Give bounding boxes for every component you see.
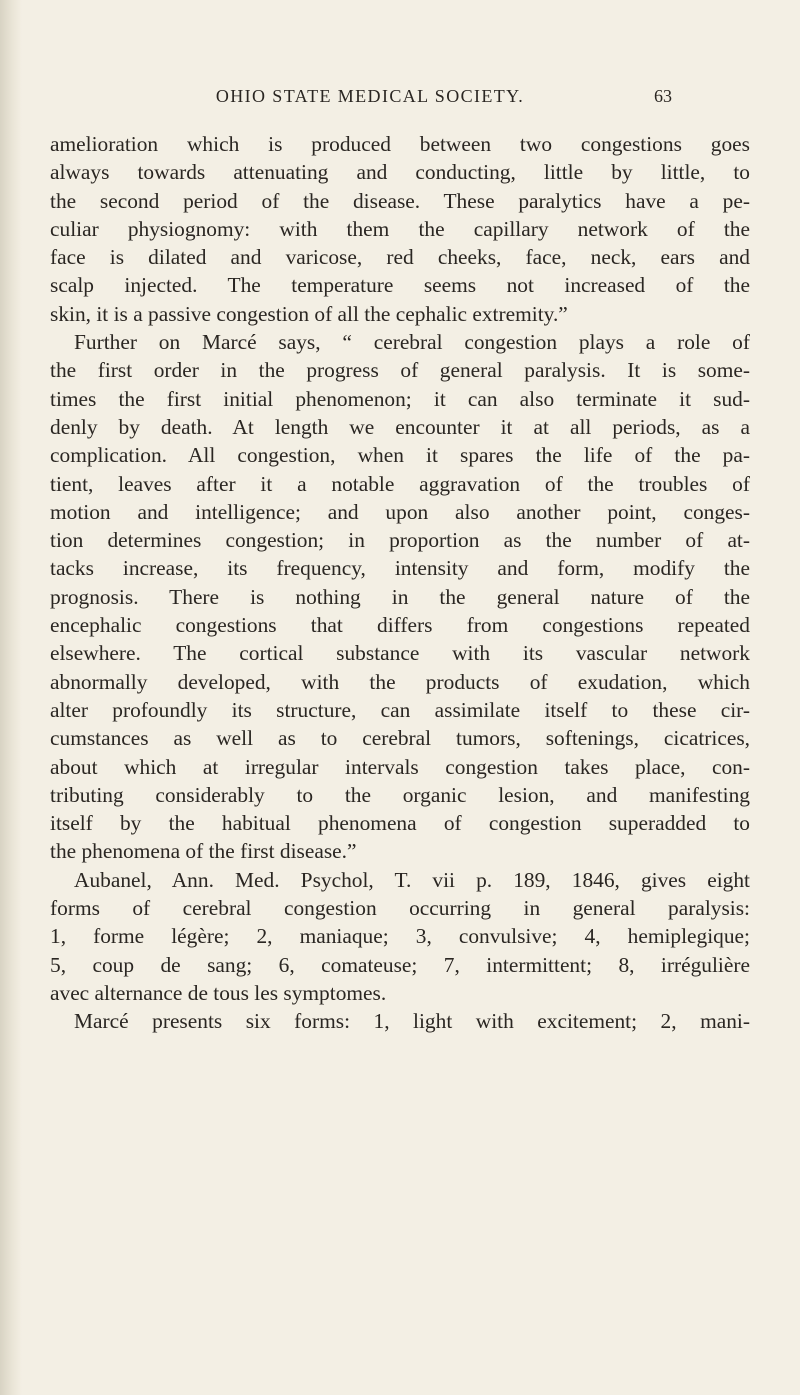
text-line: encephalic congestions that differs from congestions repeated [50, 613, 750, 638]
text-line: face is dilated and varicose, red cheeks, face, neck, ears and [50, 245, 750, 270]
text-line: skin, it is a passive congestion of all the cephalic extremity.” [50, 301, 568, 326]
text-line: complication. All congestion, when it spares the life of the pa- [50, 443, 750, 468]
paragraph-start-line: Aubanel, Ann. Med. Psychol, T. vii p. 189, 1846, gives eight [74, 867, 750, 892]
text-line: about which at irregular intervals congestion takes place, con- [50, 754, 750, 779]
italic-line: 5, coup de sang; 6, comateuse; 7, intermittent; 8, irrégulière [50, 952, 750, 977]
text-line: the phenomena of the first disease.” [50, 839, 357, 864]
text-line: scalp injected. The temperature seems not increased of the [50, 273, 750, 298]
page-edge-shadow [0, 0, 22, 1395]
text-line: abnormally developed, with the products of exudation, which [50, 669, 750, 694]
paragraph-start-line: Further on Marcé says, “ cerebral congestion plays a role of [74, 330, 750, 355]
text-line: denly by death. At length we encounter it at all periods, as a [50, 414, 750, 439]
body-text [50, 130, 750, 1036]
page-header [0, 86, 800, 116]
text-line: tion determines congestion; in proportion as the number of at- [50, 528, 750, 553]
text-line: tient, leaves after it a notable aggravation of the troubles of [50, 471, 750, 496]
text-line: motion and intelligence; and upon also another point, conges- [50, 499, 750, 524]
running-title: OHIO STATE MEDICAL SOCIETY. [215, 86, 525, 106]
paragraph-start-line: Marcé presents six forms: 1, light with excitement; 2, mani- [74, 1009, 750, 1034]
text-line: times the first initial phenomenon; it can also terminate it sud- [50, 386, 750, 411]
italic-line: 1, forme légère; 2, maniaque; 3, convulsive; 4, hemiplegique; [50, 924, 750, 949]
text-line: alter profoundly its structure, can assimilate itself to these cir- [50, 697, 750, 722]
text-line: elsewhere. The cortical substance with its vascular network [50, 641, 750, 666]
text-line: always towards attenuating and conducting, little by little, to [50, 160, 750, 185]
text-line: amelioration which is produced between two congestions goes [50, 132, 750, 156]
text-line: culiar physiognomy: with them the capillary network of the [50, 216, 750, 241]
text-line: itself by the habitual phenomena of congestion superadded to [50, 811, 750, 836]
text-line: tributing considerably to the organic lesion, and manifesting [50, 782, 750, 807]
italic-line: avec alternance de tous les symptomes. [50, 980, 387, 1005]
text-line: tacks increase, its frequency, intensity and form, modify the [50, 556, 750, 581]
page-number: 63 [654, 86, 672, 106]
text-line: prognosis. There is nothing in the general nature of the [50, 584, 750, 609]
text-line: forms of cerebral congestion occurring in general paralysis: [50, 896, 750, 921]
text-line: the second period of the disease. These paralytics have a pe- [50, 188, 750, 213]
text-line: the first order in the progress of general paralysis. It is some- [50, 358, 750, 383]
text-line: cumstances as well as to cerebral tumors, softenings, cicatrices, [50, 726, 750, 751]
